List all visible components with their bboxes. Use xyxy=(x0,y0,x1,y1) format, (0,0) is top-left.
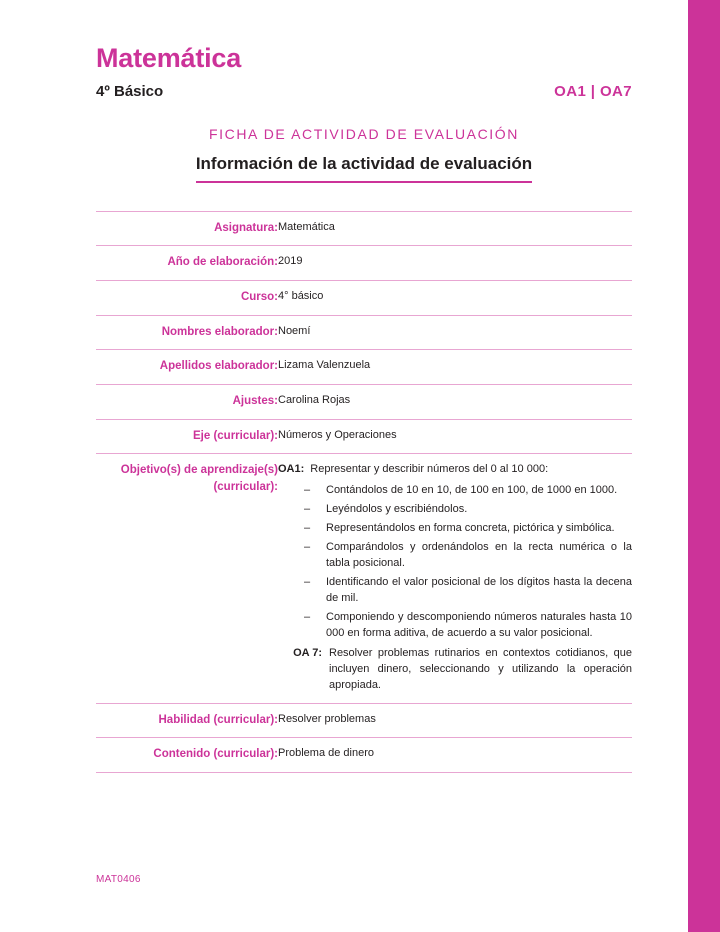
footer-document-code: MAT0406 xyxy=(96,874,141,885)
oa-codes-badge: OA1 | OA7 xyxy=(554,82,632,100)
table-row xyxy=(96,703,632,738)
table-row-objetivos xyxy=(96,454,632,703)
document-title: Información de la actividad de evaluación xyxy=(196,154,532,183)
row-label: Curso: xyxy=(96,281,278,316)
row-label: Objetivo(s) de aprendizaje(s) (curricular): xyxy=(96,454,278,703)
table-row xyxy=(96,246,632,281)
oa1-heading xyxy=(278,462,632,478)
decorative-side-bar xyxy=(688,0,720,932)
table-row xyxy=(96,419,632,454)
row-label: Asignatura: xyxy=(96,211,278,246)
row-label: Ajustes: xyxy=(96,385,278,420)
list-item: – Componiendo y descomponiendo números naturales hasta 10 000 en forma aditiva, de acuerdo a su valor posicional. xyxy=(304,610,632,642)
row-value: Problema de dinero xyxy=(278,738,632,773)
row-value: 2019 xyxy=(278,246,632,281)
list-item: – Comparándolos y ordenándolos en la recta numérica o la tabla posicional. xyxy=(304,540,632,572)
table-row xyxy=(96,315,632,350)
document-content xyxy=(96,0,632,773)
oa1-text: Representar y describir números del 0 al 10 000: xyxy=(310,463,549,476)
oa7-tag: OA 7: xyxy=(293,646,322,659)
row-label: Eje (curricular): xyxy=(96,419,278,454)
document-title-wrap xyxy=(96,154,632,183)
table-row xyxy=(96,350,632,385)
row-label: Nombres elaborador: xyxy=(96,315,278,350)
table-row xyxy=(96,385,632,420)
row-label: Contenido (curricular): xyxy=(96,738,278,773)
list-item: – Contándolos de 10 en 10, de 100 en 100, de 1000 en 1000. xyxy=(304,483,632,499)
list-item: – Representándolos en forma concreta, pictórica y simbólica. xyxy=(304,521,632,537)
table-row xyxy=(96,281,632,316)
row-label: Habilidad (curricular): xyxy=(96,703,278,738)
oa7-block xyxy=(278,646,632,694)
info-table xyxy=(96,211,632,773)
table-row xyxy=(96,211,632,246)
row-value: 4° básico xyxy=(278,281,632,316)
page-title: Matemática xyxy=(96,43,242,73)
oa7-text: Resolver problemas rutinarios en contextos cotidianos, que incluyen dinero, seleccionando y utilizando la operación apropiada. xyxy=(329,646,632,691)
row-value: Lizama Valenzuela xyxy=(278,350,632,385)
oa1-tag: OA1: xyxy=(278,463,305,476)
sheet-type-label: FICHA DE ACTIVIDAD DE EVALUACIÓN xyxy=(209,125,519,142)
row-value: Números y Operaciones xyxy=(278,419,632,454)
oa1-items-list xyxy=(278,483,632,641)
row-value: Resolver problemas xyxy=(278,703,632,738)
list-item: – Leyéndolos y escribiéndolos. xyxy=(304,502,632,518)
row-value: Carolina Rojas xyxy=(278,385,632,420)
row-value-objetivos xyxy=(278,454,632,703)
row-label: Apellidos elaborador: xyxy=(96,350,278,385)
row-value: Matemática xyxy=(278,211,632,246)
grade-and-codes-row xyxy=(96,83,632,100)
row-label: Año de elaboración: xyxy=(96,246,278,281)
grade-label: 4º Básico xyxy=(96,82,164,100)
list-item: – Identificando el valor posicional de los dígitos hasta la decena de mil. xyxy=(304,575,632,607)
row-value: Noemí xyxy=(278,315,632,350)
table-row xyxy=(96,738,632,773)
oa1-block xyxy=(278,462,632,693)
